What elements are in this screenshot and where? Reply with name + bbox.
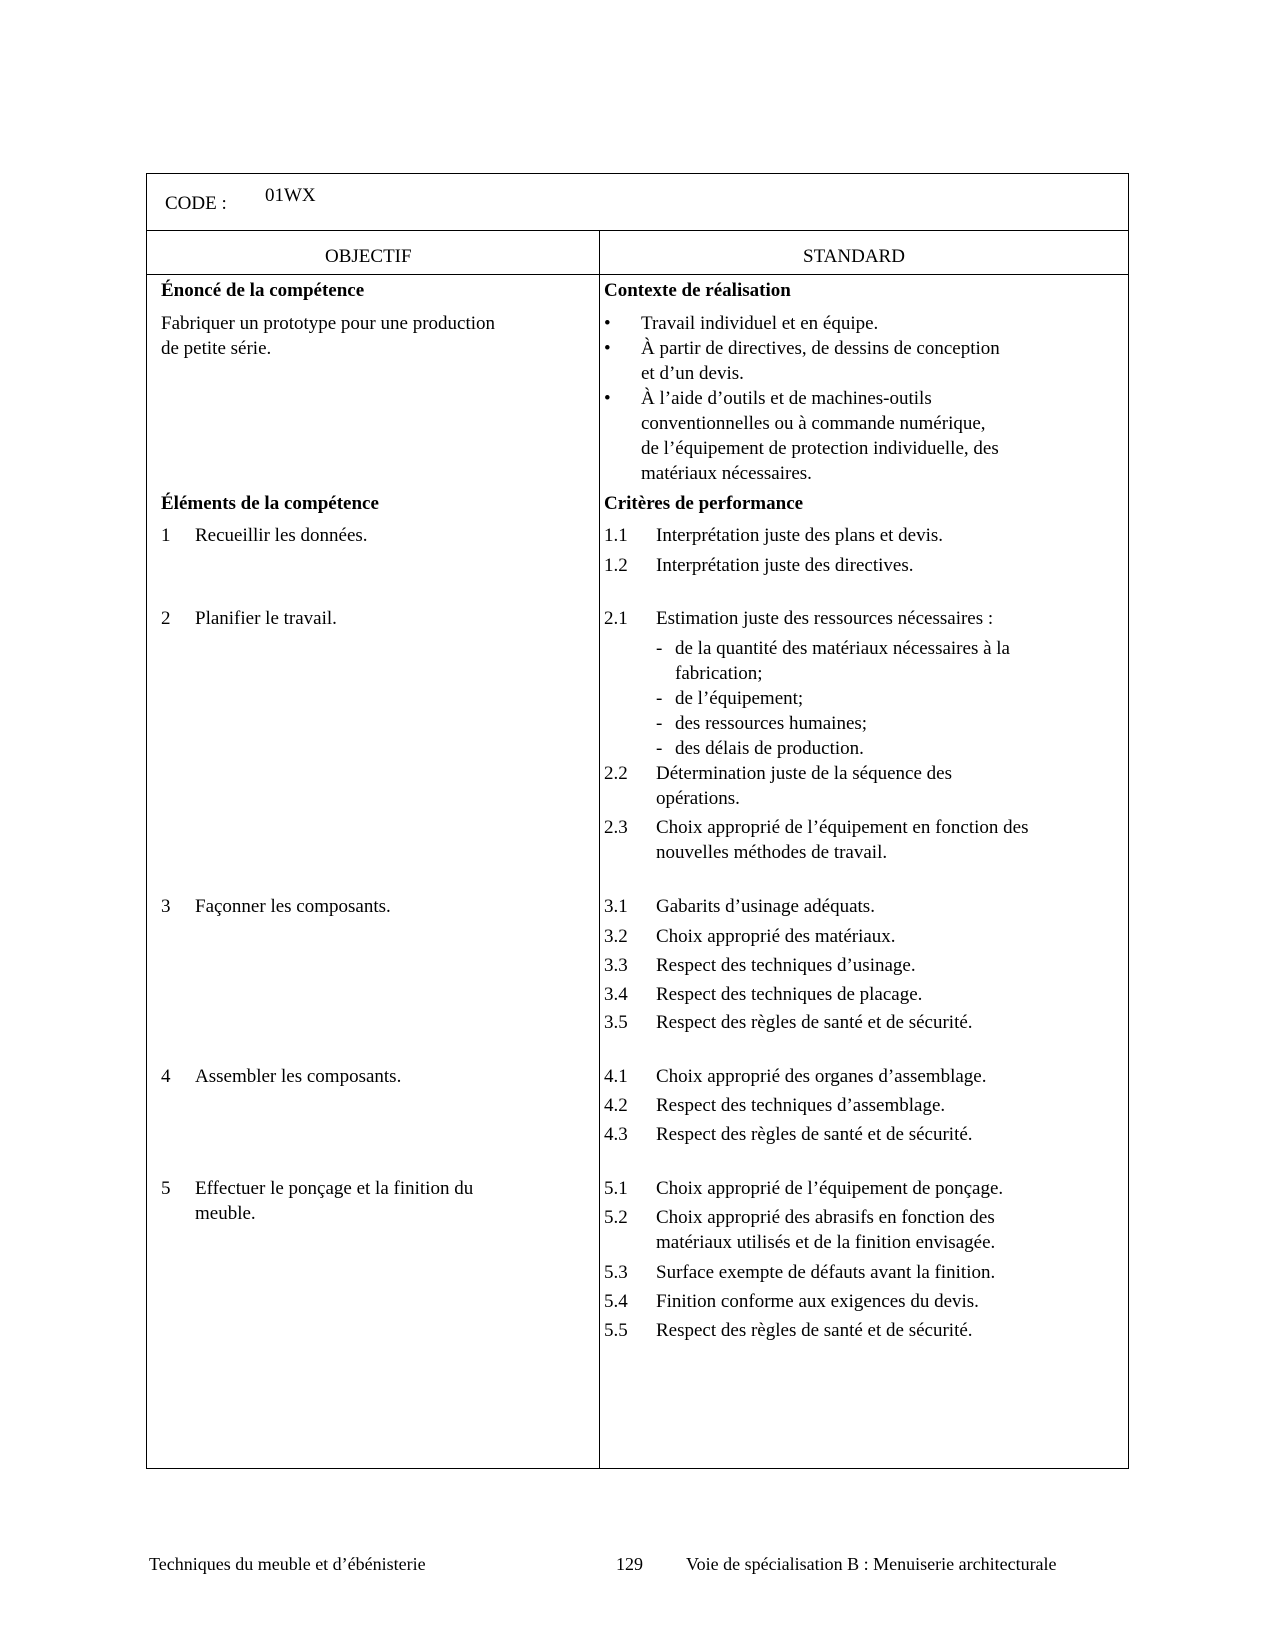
criterion-number: 2.3: [604, 817, 628, 838]
criterion-number: 1.2: [604, 555, 628, 576]
criterion-number: 5.1: [604, 1178, 628, 1199]
subitem-text: fabrication;: [675, 663, 763, 684]
subitem-text: de l’équipement;: [675, 688, 804, 709]
standard-header: STANDARD: [803, 246, 905, 267]
criterion-text: Respect des techniques d’usinage.: [656, 955, 916, 976]
criteres-title: Critères de performance: [604, 493, 804, 514]
code-value: 01WX: [265, 185, 316, 206]
element-text: Recueillir les données.: [195, 525, 368, 546]
subitem-text: des délais de production.: [675, 738, 864, 759]
contexte-line: conventionnelles ou à commande numérique,: [641, 413, 986, 434]
contexte-line: de l’équipement de protection individuelle, des: [641, 438, 999, 459]
column-divider: [599, 231, 600, 1469]
criterion-text: Estimation juste des ressources nécessaires :: [656, 608, 994, 629]
contexte-line: À l’aide d’outils et de machines-outils: [641, 388, 932, 409]
header-rule: [147, 274, 1128, 275]
criterion-text: Choix approprié de l’équipement de ponçage.: [656, 1178, 1004, 1199]
criterion-number: 3.2: [604, 926, 628, 947]
footer-section: Voie de spécialisation B : Menuiserie architecturale: [686, 1554, 1057, 1574]
criterion-text: Choix approprié des organes d’assemblage.: [656, 1066, 987, 1087]
dash-icon: -: [656, 738, 663, 759]
criterion-number: 5.2: [604, 1207, 628, 1228]
criterion-text: Gabarits d’usinage adéquats.: [656, 896, 875, 917]
element-number: 2: [161, 608, 171, 629]
element-number: 5: [161, 1178, 171, 1199]
criterion-number: 4.3: [604, 1124, 628, 1145]
criterion-number: 3.3: [604, 955, 628, 976]
criterion-text: Respect des règles de santé et de sécurité.: [656, 1320, 973, 1341]
dash-icon: -: [656, 713, 663, 734]
criterion-number: 1.1: [604, 525, 628, 546]
elements-title: Éléments de la compétence: [161, 493, 379, 514]
element-text: meuble.: [195, 1203, 256, 1224]
criterion-text: Surface exempte de défauts avant la finition.: [656, 1262, 996, 1283]
criterion-text: Choix approprié des abrasifs en fonction des: [656, 1207, 995, 1228]
criterion-text: Interprétation juste des plans et devis.: [656, 525, 944, 546]
dash-icon: -: [656, 688, 663, 709]
criterion-number: 4.1: [604, 1066, 628, 1087]
objectif-header: OBJECTIF: [325, 246, 412, 267]
contexte-title: Contexte de réalisation: [604, 280, 791, 301]
criterion-text: Choix approprié des matériaux.: [656, 926, 896, 947]
criterion-number: 3.4: [604, 984, 628, 1005]
contexte-line: et d’un devis.: [641, 363, 744, 384]
enonce-title: Énoncé de la compétence: [161, 280, 365, 301]
element-text: Effectuer le ponçage et la finition du: [195, 1178, 474, 1199]
contexte-line: matériaux nécessaires.: [641, 463, 812, 484]
criterion-text: opérations.: [656, 788, 740, 809]
criterion-number: 5.3: [604, 1262, 628, 1283]
element-text: Planifier le travail.: [195, 608, 337, 629]
criterion-text: Respect des techniques d’assemblage.: [656, 1095, 946, 1116]
enonce-line: Fabriquer un prototype pour une production: [161, 313, 496, 334]
criterion-number: 5.4: [604, 1291, 628, 1312]
subitem-text: de la quantité des matériaux nécessaires à la: [675, 638, 1010, 659]
code-row: [147, 174, 1128, 231]
element-number: 4: [161, 1066, 171, 1087]
criterion-number: 2.2: [604, 763, 628, 784]
criterion-text: Finition conforme aux exigences du devis.: [656, 1291, 979, 1312]
criterion-text: Détermination juste de la séquence des: [656, 763, 952, 784]
criterion-number: 2.1: [604, 608, 628, 629]
footer-title: Techniques du meuble et d’ébénisterie: [149, 1554, 426, 1574]
contexte-line: Travail individuel et en équipe.: [641, 313, 879, 334]
element-text: Assembler les composants.: [195, 1066, 402, 1087]
dash-icon: -: [656, 638, 663, 659]
criterion-number: 3.1: [604, 896, 628, 917]
criterion-text: Choix approprié de l’équipement en fonction des: [656, 817, 1029, 838]
element-text: Façonner les composants.: [195, 896, 391, 917]
criterion-number: 5.5: [604, 1320, 628, 1341]
criterion-number: 3.5: [604, 1012, 628, 1033]
bullet-icon: •: [604, 388, 611, 409]
criterion-text: matériaux utilisés et de la finition envisagée.: [656, 1232, 996, 1253]
page-number: 129: [616, 1554, 643, 1574]
bullet-icon: •: [604, 313, 611, 334]
criterion-text: Interprétation juste des directives.: [656, 555, 914, 576]
criterion-number: 4.2: [604, 1095, 628, 1116]
criterion-text: Respect des techniques de placage.: [656, 984, 923, 1005]
criterion-text: Respect des règles de santé et de sécurité.: [656, 1124, 973, 1145]
criterion-text: Respect des règles de santé et de sécurité.: [656, 1012, 973, 1033]
criterion-text: nouvelles méthodes de travail.: [656, 842, 888, 863]
element-number: 1: [161, 525, 171, 546]
contexte-line: À partir de directives, de dessins de conception: [641, 338, 1000, 359]
bullet-icon: •: [604, 338, 611, 359]
subitem-text: des ressources humaines;: [675, 713, 868, 734]
code-label: CODE :: [165, 193, 227, 214]
enonce-line: de petite série.: [161, 338, 272, 359]
element-number: 3: [161, 896, 171, 917]
